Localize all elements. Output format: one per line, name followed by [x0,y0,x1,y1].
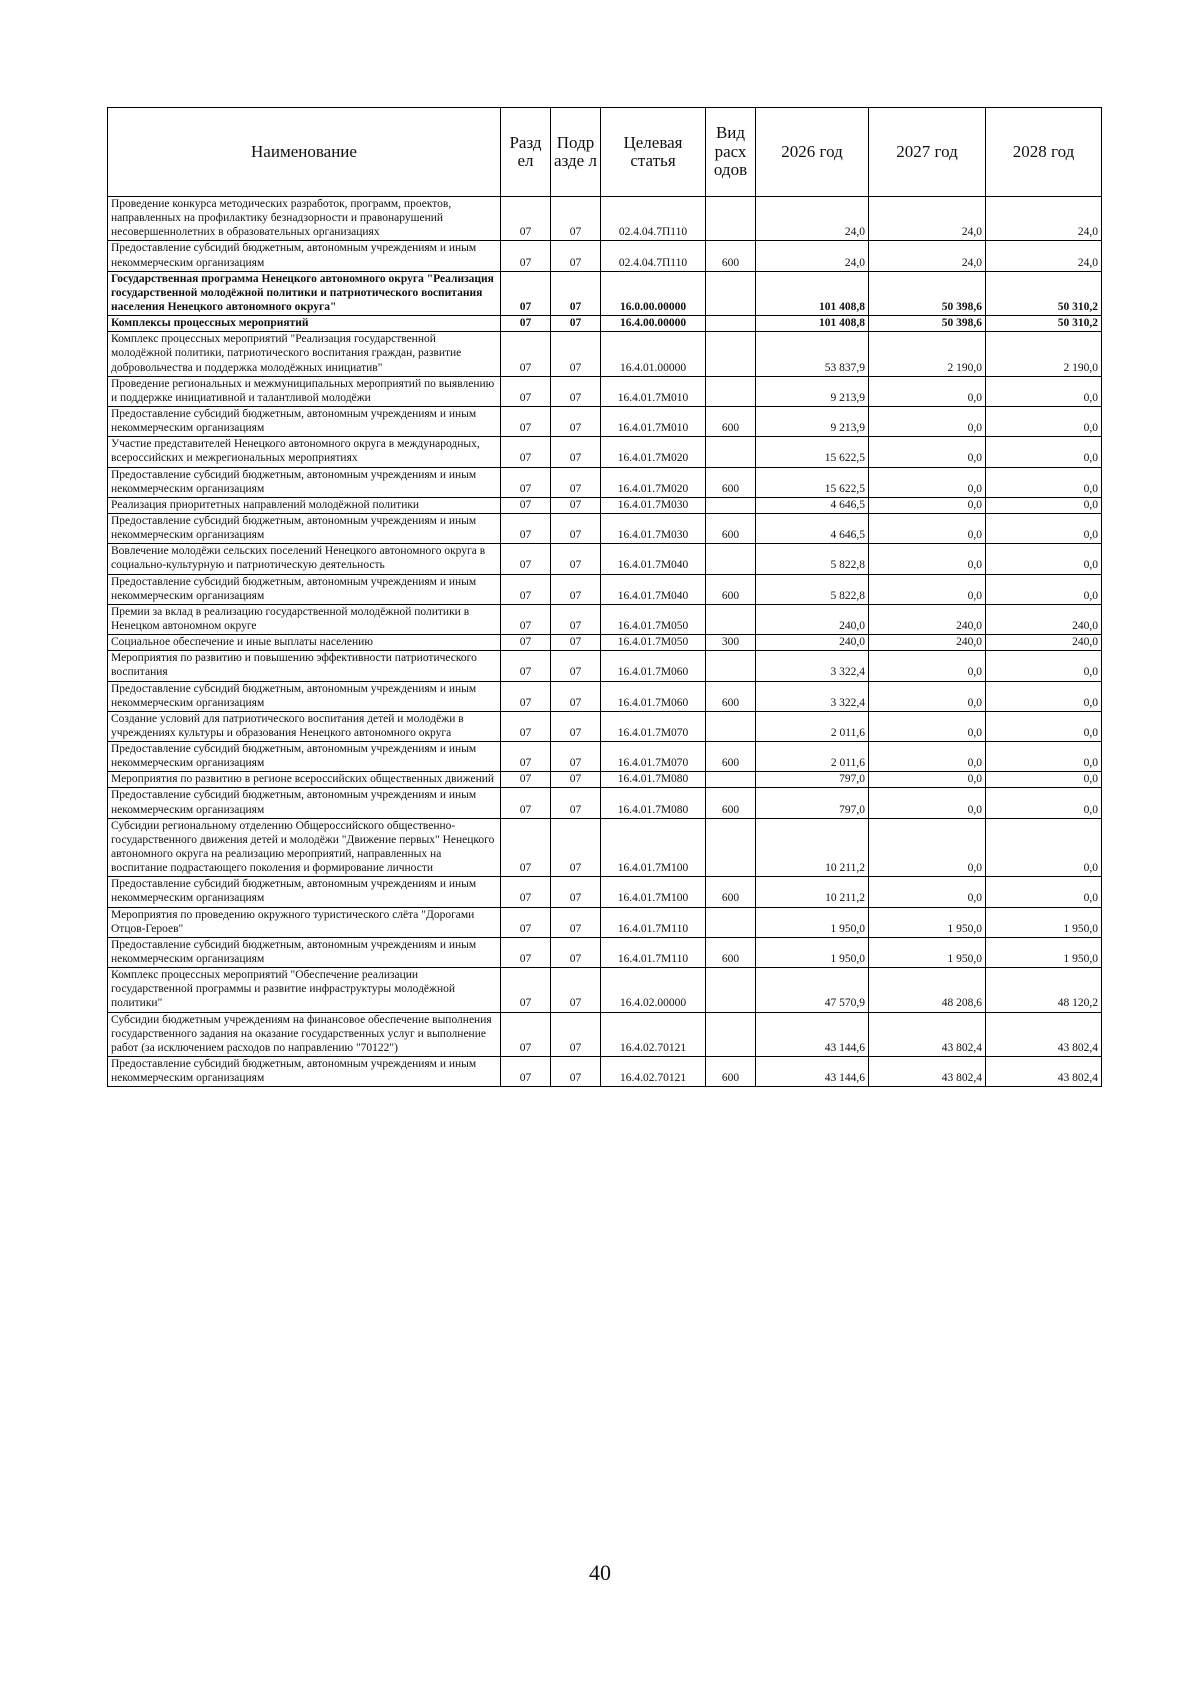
cell-2028: 0,0 [986,788,1102,818]
cell-2028: 43 802,4 [986,1057,1102,1087]
cell-target: 16.0.00.00000 [601,271,706,315]
table-row [108,651,1102,681]
cell-subsection: 07 [551,332,601,376]
cell-expense-type: 600 [706,681,756,711]
cell-2027: 24,0 [869,197,986,241]
cell-target: 16.4.01.7М040 [601,574,706,604]
cell-section: 07 [501,635,551,651]
cell-2028: 0,0 [986,681,1102,711]
cell-2028: 50 310,2 [986,316,1102,332]
cell-2026: 101 408,8 [756,316,869,332]
cell-expense-type: 600 [706,742,756,772]
cell-subsection: 07 [551,788,601,818]
cell-subsection: 07 [551,574,601,604]
cell-2026: 240,0 [756,604,869,634]
cell-target: 16.4.02.00000 [601,968,706,1012]
cell-subsection: 07 [551,907,601,937]
cell-expense-type [706,1012,756,1056]
header-2026: 2026 год [756,108,869,197]
cell-target: 16.4.01.7М080 [601,772,706,788]
cell-2028: 0,0 [986,497,1102,513]
cell-name: Предоставление субсидий бюджетным, автономным учреждениям и иным некоммерческим организациям [108,467,501,497]
cell-2027: 1 950,0 [869,907,986,937]
cell-2027: 0,0 [869,681,986,711]
table-row [108,513,1102,543]
cell-target: 16.4.01.7М060 [601,651,706,681]
cell-2026: 4 646,5 [756,513,869,543]
cell-2027: 0,0 [869,467,986,497]
cell-subsection: 07 [551,818,601,877]
cell-subsection: 07 [551,497,601,513]
cell-target: 16.4.01.7М020 [601,467,706,497]
cell-expense-type [706,497,756,513]
table-row [108,332,1102,376]
cell-2026: 3 322,4 [756,651,869,681]
cell-subsection: 07 [551,197,601,241]
cell-subsection: 07 [551,711,601,741]
page-number: 40 [589,1560,611,1585]
cell-2027: 0,0 [869,772,986,788]
cell-subsection: 07 [551,742,601,772]
cell-target: 16.4.02.70121 [601,1012,706,1056]
cell-name: Предоставление субсидий бюджетным, автономным учреждениям и иным некоммерческим организациям [108,513,501,543]
cell-2026: 10 211,2 [756,818,869,877]
cell-section: 07 [501,406,551,436]
cell-section: 07 [501,742,551,772]
cell-name: Вовлечение молодёжи сельских поселений Ненецкого автономного округа в социально-культурную и патриотическую деятельность [108,544,501,574]
cell-2028: 0,0 [986,772,1102,788]
header-expense-type: Вид расх одов [706,108,756,197]
cell-subsection: 07 [551,437,601,467]
cell-name: Предоставление субсидий бюджетным, автономным учреждениям и иным некоммерческим организациям [108,574,501,604]
cell-2027: 1 950,0 [869,937,986,967]
cell-section: 07 [501,513,551,543]
cell-2028: 0,0 [986,406,1102,436]
cell-expense-type [706,604,756,634]
cell-subsection: 07 [551,376,601,406]
table-header [108,108,1102,197]
cell-target: 16.4.01.7М030 [601,513,706,543]
cell-subsection: 07 [551,406,601,436]
cell-expense-type: 600 [706,1057,756,1087]
cell-expense-type [706,968,756,1012]
cell-section: 07 [501,241,551,271]
table-row [108,604,1102,634]
cell-target: 16.4.01.7М110 [601,907,706,937]
cell-2027: 0,0 [869,376,986,406]
header-section: Разд ел [501,108,551,197]
cell-name: Предоставление субсидий бюджетным, автономным учреждениям и иным некоммерческим организациям [108,877,501,907]
cell-expense-type: 600 [706,513,756,543]
cell-expense-type: 300 [706,635,756,651]
cell-2027: 0,0 [869,818,986,877]
cell-section: 07 [501,651,551,681]
cell-section: 07 [501,681,551,711]
cell-2028: 48 120,2 [986,968,1102,1012]
table-row [108,241,1102,271]
cell-section: 07 [501,197,551,241]
table-row [108,467,1102,497]
header-2028: 2028 год [986,108,1102,197]
table-row [108,772,1102,788]
cell-2026: 24,0 [756,241,869,271]
cell-name: Предоставление субсидий бюджетным, автономным учреждениям и иным некоммерческим организациям [108,937,501,967]
cell-2027: 0,0 [869,406,986,436]
cell-2028: 0,0 [986,574,1102,604]
cell-target: 16.4.01.7М010 [601,376,706,406]
cell-section: 07 [501,788,551,818]
cell-subsection: 07 [551,681,601,711]
table-row [108,877,1102,907]
cell-2026: 24,0 [756,197,869,241]
cell-2028: 240,0 [986,635,1102,651]
cell-target: 02.4.04.7П110 [601,197,706,241]
cell-2026: 2 011,6 [756,711,869,741]
table-row [108,1057,1102,1087]
table-row [108,681,1102,711]
cell-subsection: 07 [551,241,601,271]
cell-2027: 0,0 [869,497,986,513]
cell-2028: 1 950,0 [986,937,1102,967]
cell-expense-type [706,437,756,467]
cell-2027: 0,0 [869,513,986,543]
cell-expense-type: 600 [706,241,756,271]
cell-expense-type [706,332,756,376]
cell-2026: 5 822,8 [756,544,869,574]
cell-target: 16.4.01.7М010 [601,406,706,436]
cell-2027: 0,0 [869,437,986,467]
cell-2026: 2 011,6 [756,742,869,772]
cell-2027: 0,0 [869,544,986,574]
cell-2026: 101 408,8 [756,271,869,315]
cell-2027: 0,0 [869,651,986,681]
cell-2028: 2 190,0 [986,332,1102,376]
cell-target: 16.4.01.7М080 [601,788,706,818]
cell-2026: 797,0 [756,788,869,818]
header-target: Целевая статья [601,108,706,197]
table-row [108,968,1102,1012]
cell-2026: 47 570,9 [756,968,869,1012]
table-row [108,1012,1102,1056]
cell-target: 16.4.01.7М110 [601,937,706,967]
cell-2027: 48 208,6 [869,968,986,1012]
cell-subsection: 07 [551,651,601,681]
cell-2028: 1 950,0 [986,907,1102,937]
cell-subsection: 07 [551,1012,601,1056]
cell-2026: 15 622,5 [756,467,869,497]
cell-2028: 0,0 [986,437,1102,467]
table-row [108,497,1102,513]
cell-2027: 2 190,0 [869,332,986,376]
header-2027: 2027 год [869,108,986,197]
cell-2026: 4 646,5 [756,497,869,513]
cell-expense-type [706,271,756,315]
table-row [108,711,1102,741]
cell-section: 07 [501,968,551,1012]
cell-target: 16.4.00.00000 [601,316,706,332]
cell-name: Комплекс процессных мероприятий "Реализация государственной молодёжной политики, патриотического воспитания граждан, развитие добровольчества и поддержка молодёжных инициатив" [108,332,501,376]
cell-name: Премии за вклад в реализацию государственной молодёжной политики в Ненецком автономном округе [108,604,501,634]
cell-section: 07 [501,1057,551,1087]
table-row [108,907,1102,937]
cell-subsection: 07 [551,271,601,315]
cell-2027: 0,0 [869,711,986,741]
cell-2027: 43 802,4 [869,1012,986,1056]
cell-expense-type [706,376,756,406]
table-row [108,271,1102,315]
cell-subsection: 07 [551,635,601,651]
cell-2026: 5 822,8 [756,574,869,604]
table-row [108,316,1102,332]
cell-2026: 15 622,5 [756,437,869,467]
cell-section: 07 [501,937,551,967]
cell-2027: 0,0 [869,788,986,818]
cell-expense-type [706,197,756,241]
cell-2026: 9 213,9 [756,406,869,436]
cell-expense-type [706,316,756,332]
table-row [108,788,1102,818]
cell-2028: 0,0 [986,818,1102,877]
cell-2026: 43 144,6 [756,1057,869,1087]
cell-subsection: 07 [551,604,601,634]
cell-2028: 0,0 [986,544,1102,574]
cell-expense-type: 600 [706,937,756,967]
cell-expense-type [706,907,756,937]
cell-section: 07 [501,544,551,574]
cell-section: 07 [501,574,551,604]
cell-2027: 50 398,6 [869,271,986,315]
cell-subsection: 07 [551,513,601,543]
cell-2028: 0,0 [986,742,1102,772]
cell-expense-type: 600 [706,788,756,818]
cell-name: Государственная программа Ненецкого автономного округа "Реализация государственной молодёжной политики и патриотического воспитания населения Ненецкого автономного округа" [108,271,501,315]
cell-subsection: 07 [551,937,601,967]
budget-table [107,107,1102,1087]
cell-expense-type [706,651,756,681]
header-name: Наименование [108,108,501,197]
table-row [108,635,1102,651]
cell-target: 16.4.02.70121 [601,1057,706,1087]
cell-section: 07 [501,467,551,497]
cell-2027: 43 802,4 [869,1057,986,1087]
cell-subsection: 07 [551,772,601,788]
cell-2026: 797,0 [756,772,869,788]
cell-2026: 9 213,9 [756,376,869,406]
cell-2028: 0,0 [986,711,1102,741]
table-row [108,406,1102,436]
cell-target: 16.4.01.00000 [601,332,706,376]
cell-target: 16.4.01.7М050 [601,635,706,651]
cell-expense-type: 600 [706,877,756,907]
cell-2028: 0,0 [986,877,1102,907]
cell-subsection: 07 [551,467,601,497]
table-row [108,437,1102,467]
cell-2028: 240,0 [986,604,1102,634]
cell-section: 07 [501,711,551,741]
cell-subsection: 07 [551,544,601,574]
cell-name: Реализация приоритетных направлений молодёжной политики [108,497,501,513]
cell-name: Мероприятия по проведению окружного туристического слёта "Дорогами Отцов-Героев" [108,907,501,937]
cell-subsection: 07 [551,968,601,1012]
cell-target: 16.4.01.7М070 [601,711,706,741]
table-row [108,376,1102,406]
cell-section: 07 [501,907,551,937]
cell-2027: 0,0 [869,574,986,604]
cell-section: 07 [501,1012,551,1056]
table-row [108,818,1102,877]
cell-2027: 24,0 [869,241,986,271]
cell-name: Комплекс процессных мероприятий "Обеспечение реализации государственной программы и развитие инфраструктуры молодёжной политики" [108,968,501,1012]
cell-section: 07 [501,437,551,467]
table-row [108,937,1102,967]
cell-2026: 3 322,4 [756,681,869,711]
cell-expense-type: 600 [706,406,756,436]
table-row [108,742,1102,772]
cell-section: 07 [501,772,551,788]
cell-target: 02.4.04.7П110 [601,241,706,271]
cell-name: Мероприятия по развитию в регионе всероссийских общественных движений [108,772,501,788]
cell-name: Предоставление субсидий бюджетным, автономным учреждениям и иным некоммерческим организациям [108,406,501,436]
cell-2028: 43 802,4 [986,1012,1102,1056]
cell-subsection: 07 [551,877,601,907]
cell-2026: 1 950,0 [756,937,869,967]
cell-2026: 53 837,9 [756,332,869,376]
cell-subsection: 07 [551,1057,601,1087]
cell-name: Проведение региональных и межмуниципальных мероприятий по выявлению и поддержке инициативной и талантливой молодёжи [108,376,501,406]
cell-target: 16.4.01.7М100 [601,877,706,907]
cell-name: Предоставление субсидий бюджетным, автономным учреждениям и иным некоммерческим организациям [108,241,501,271]
cell-expense-type [706,711,756,741]
cell-2028: 24,0 [986,197,1102,241]
cell-target: 16.4.01.7М040 [601,544,706,574]
cell-expense-type: 600 [706,467,756,497]
cell-2027: 0,0 [869,742,986,772]
header-subsection: Подр азде л [551,108,601,197]
cell-target: 16.4.01.7М060 [601,681,706,711]
table-row [108,197,1102,241]
cell-subsection: 07 [551,316,601,332]
cell-target: 16.4.01.7М050 [601,604,706,634]
cell-section: 07 [501,376,551,406]
table-row [108,574,1102,604]
cell-name: Предоставление субсидий бюджетным, автономным учреждениям и иным некоммерческим организациям [108,788,501,818]
cell-2028: 0,0 [986,467,1102,497]
cell-2027: 0,0 [869,877,986,907]
cell-name: Предоставление субсидий бюджетным, автономным учреждениям и иным некоммерческим организациям [108,742,501,772]
cell-section: 07 [501,877,551,907]
cell-name: Социальное обеспечение и иные выплаты населению [108,635,501,651]
cell-section: 07 [501,332,551,376]
table-row [108,544,1102,574]
cell-name: Участие представителей Ненецкого автономного округа в международных, всероссийских и межрегиональных мероприятиях [108,437,501,467]
cell-2028: 0,0 [986,513,1102,543]
cell-2028: 50 310,2 [986,271,1102,315]
cell-2027: 240,0 [869,604,986,634]
cell-section: 07 [501,271,551,315]
cell-name: Предоставление субсидий бюджетным, автономным учреждениям и иным некоммерческим организациям [108,681,501,711]
cell-2026: 240,0 [756,635,869,651]
cell-2027: 50 398,6 [869,316,986,332]
cell-expense-type: 600 [706,574,756,604]
cell-2027: 240,0 [869,635,986,651]
cell-name: Субсидии региональному отделению Общероссийского общественно-государственного движения детей и молодёжи "Движение первых" Ненецкого автономного округа на реализацию мероприятий, направленных на воспитание подрастающего поколения и формирование личности [108,818,501,877]
cell-name: Создание условий для патриотического воспитания детей и молодёжи в учреждениях культуры и образования Ненецкого автономного округа [108,711,501,741]
cell-expense-type [706,772,756,788]
table-body [108,197,1102,1087]
cell-2028: 0,0 [986,651,1102,681]
cell-target: 16.4.01.7М030 [601,497,706,513]
cell-name: Проведение конкурса методических разработок, программ, проектов, направленных на профилактику безнадзорности и правонарушений несовершеннолетних в образовательных организациях [108,197,501,241]
cell-expense-type [706,818,756,877]
cell-section: 07 [501,818,551,877]
cell-2028: 24,0 [986,241,1102,271]
cell-target: 16.4.01.7М100 [601,818,706,877]
cell-section: 07 [501,497,551,513]
cell-2026: 10 211,2 [756,877,869,907]
cell-section: 07 [501,316,551,332]
cell-2026: 1 950,0 [756,907,869,937]
cell-name: Субсидии бюджетным учреждениям на финансовое обеспечение выполнения государственного задания на оказание государственных услуг и выполнение работ (за исключением расходов по направлению "70122") [108,1012,501,1056]
cell-name: Комплексы процессных мероприятий [108,316,501,332]
cell-section: 07 [501,604,551,634]
cell-target: 16.4.01.7М070 [601,742,706,772]
cell-2026: 43 144,6 [756,1012,869,1056]
cell-name: Предоставление субсидий бюджетным, автономным учреждениям и иным некоммерческим организациям [108,1057,501,1087]
cell-expense-type [706,544,756,574]
cell-2028: 0,0 [986,376,1102,406]
cell-name: Мероприятия по развитию и повышению эффективности патриотического воспитания [108,651,501,681]
cell-target: 16.4.01.7М020 [601,437,706,467]
